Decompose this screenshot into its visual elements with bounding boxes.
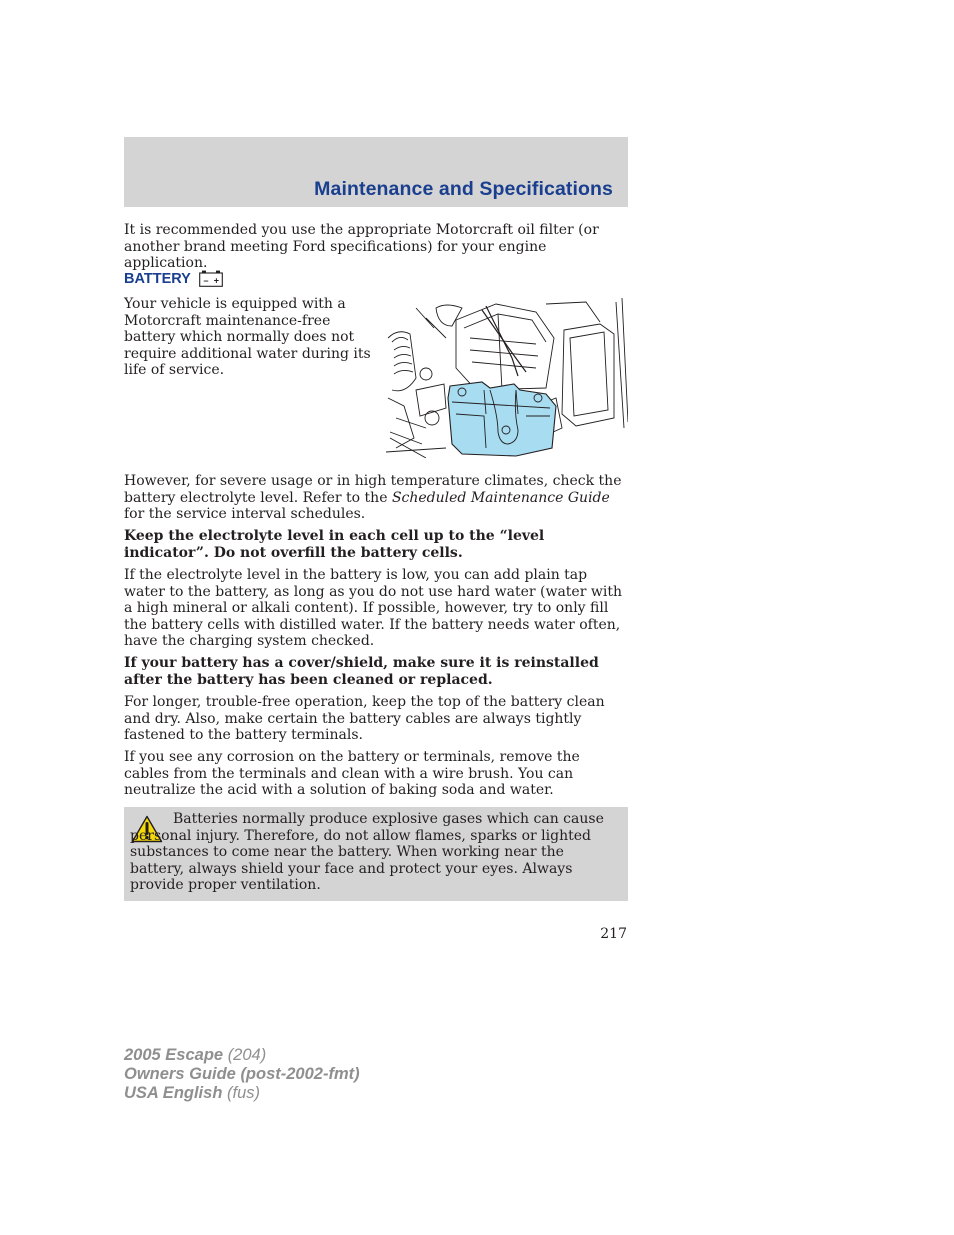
footer-guide-line [124,1065,360,1084]
cover-shield-instruction: If your battery has a cover/shield, make sure it is reinstalled after the battery has been cleaned or replaced. [124,655,599,688]
warning-text [130,811,618,894]
severe-usage-paragraph [124,473,628,523]
oil-filter-paragraph: It is recommended you use the appropriate Motorcraft oil filter (or another brand meeting Ford specifications) for your engine application. [124,222,599,271]
battery-intro-paragraph: Your vehicle is equipped with a Motorcraft maintenance-free battery which normally does not require additional water during its life of service. [124,296,371,378]
footer-guide: Owners Guide (post-2002-fmt) [124,1065,360,1083]
clean-top-paragraph: For longer, trouble-free operation, keep the top of the battery clean and dry. Also, make certain the battery cables are always tightly fastened to the battery terminals. [124,694,605,743]
battery-icon [199,270,223,287]
warning-box [124,807,628,901]
corrosion-paragraph: If you see any corrosion on the battery or terminals, remove the cables from the terminals and clean with a wire brush. You can neutralize the acid with a solution of baking soda and water. [124,749,580,798]
footer-language-code: (fus) [227,1084,260,1102]
footer-language-line [124,1084,360,1103]
severe-usage-text-end: for the service interval schedules. [124,506,366,522]
battery-icon-plus: + [213,275,219,286]
tap-water-paragraph: If the electrolyte level in the battery is low, you can add plain tap water to the battery, as long as you do not use hard water (water with a high mineral or alkali content). If possible, however, try to only fill the battery cells with distilled water. If the battery needs water often, have the charging system checked. [124,567,622,649]
electrolyte-level-instruction: Keep the electrolyte level in each cell up to the “level indicator”. Do not overfill the battery cells. [124,528,545,561]
document-footer [124,1046,360,1103]
section-title: Maintenance and Specifications [314,178,613,200]
battery-icon-minus: – [203,275,209,286]
page-number: 217 [600,926,627,942]
footer-language: USA English [124,1084,223,1102]
footer-model: 2005 Escape [124,1046,224,1064]
battery-heading [124,270,223,287]
battery-heading-text: BATTERY [124,270,191,287]
footer-model-code: (204) [227,1046,267,1064]
scheduled-maintenance-guide-reference: Scheduled Maintenance Guide [391,489,610,506]
section-header-band [124,137,628,207]
footer-model-line [124,1046,360,1065]
warning-message: Batteries normally produce explosive gases which can cause personal injury. Therefore, do not allow flames, sparks or lighted substances to come near the battery. When working near the battery, always shield your face and protect your eyes. Always provide proper ventilation. [130,811,604,893]
engine-compartment-battery-illustration [386,298,628,458]
severe-usage-text: However, for severe usage or in high temperature climates, check the battery electrolyte level. Refer to the [124,473,622,506]
